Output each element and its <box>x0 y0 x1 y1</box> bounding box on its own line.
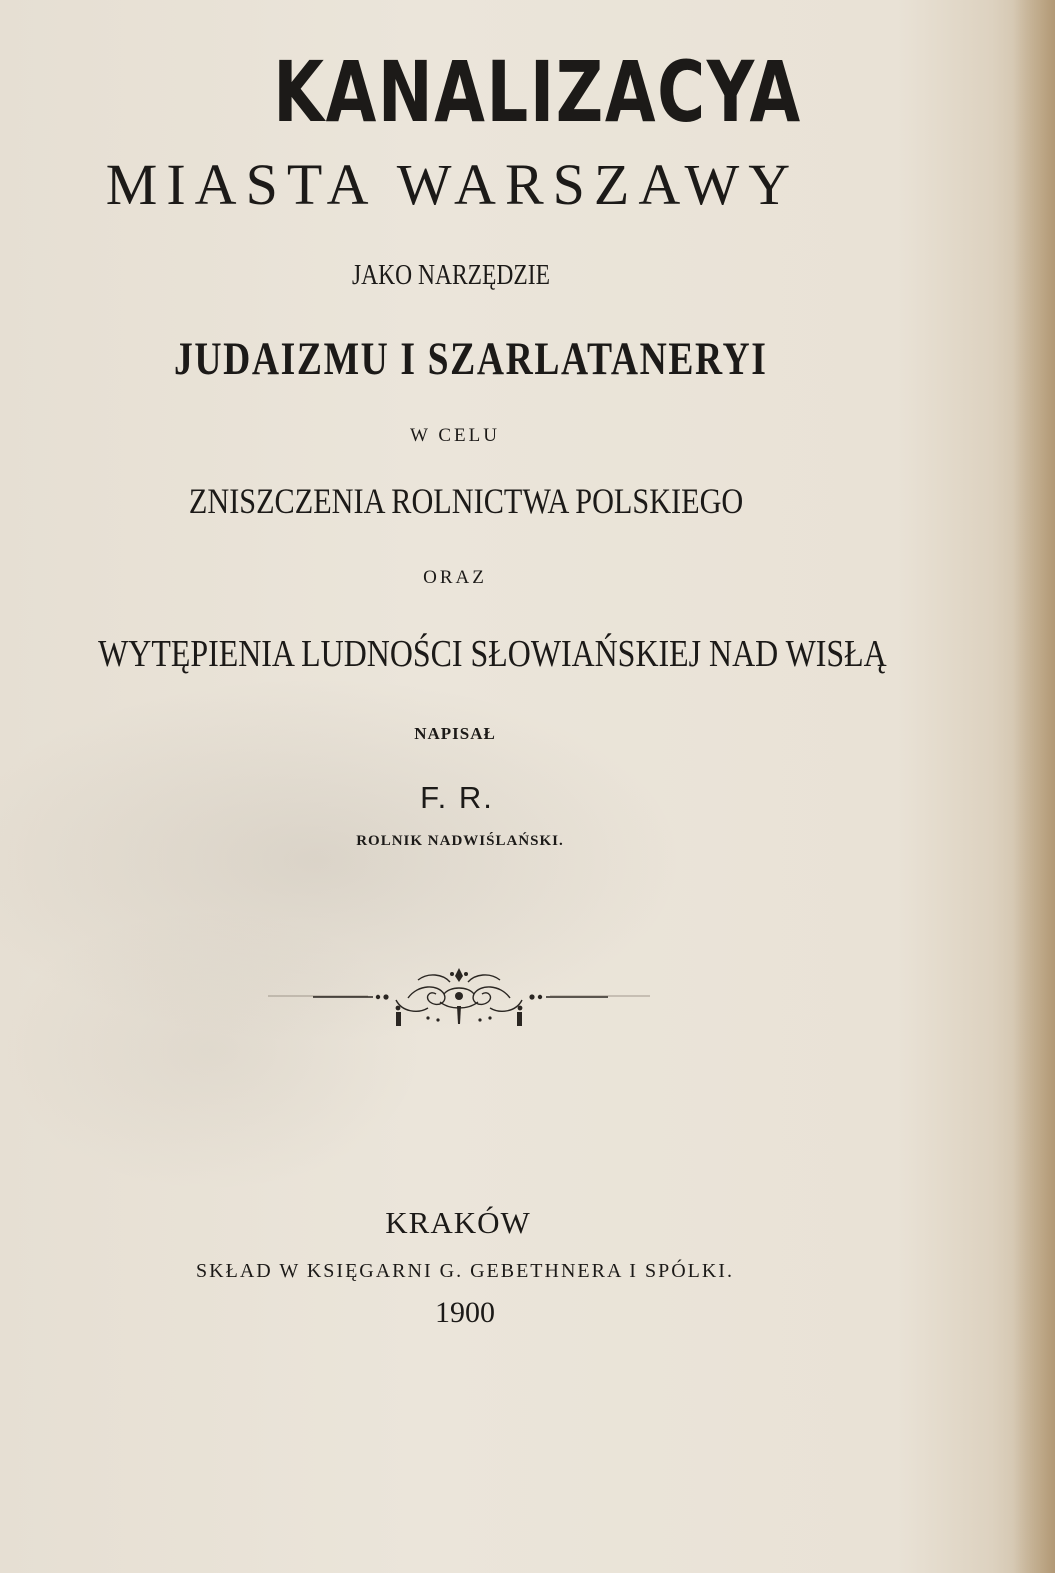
byline-label: NAPISAŁ <box>414 724 496 743</box>
subtitle-judaizmu: JUDAIZMU I SZARLATANERYI <box>174 333 768 385</box>
subtitle-zniszczenia: ZNISZCZENIA ROLNICTWA POLSKIEGO <box>188 481 744 521</box>
page-edge <box>1013 0 1055 1573</box>
connector-w-celu: W CELU <box>410 425 500 446</box>
author-description: ROLNIK NADWIŚLAŃSKI. <box>356 833 564 849</box>
publisher-line: SKŁAD W KSIĘGARNI G. GEBETHNERA I SPÓLKI. <box>196 1260 734 1282</box>
publication-city: KRAKÓW <box>385 1205 531 1240</box>
subtitle-jako-narzedzie: JAKO NARZĘDZIE <box>352 260 550 291</box>
publication-year: 1900 <box>435 1296 495 1329</box>
subtitle-miasta-warszawy: MIASTA WARSZAWY <box>105 152 800 217</box>
author-initials: F. R. <box>420 780 494 815</box>
book-title: KANALIZACYA <box>273 43 802 141</box>
printers-ornament-flourish-icon <box>268 962 650 1034</box>
subtitle-wytepienia: WYTĘPIENIA LUDNOŚCI SŁOWIAŃSKIEJ NAD WISŁĄ <box>98 633 887 675</box>
connector-oraz: ORAZ <box>423 567 487 588</box>
